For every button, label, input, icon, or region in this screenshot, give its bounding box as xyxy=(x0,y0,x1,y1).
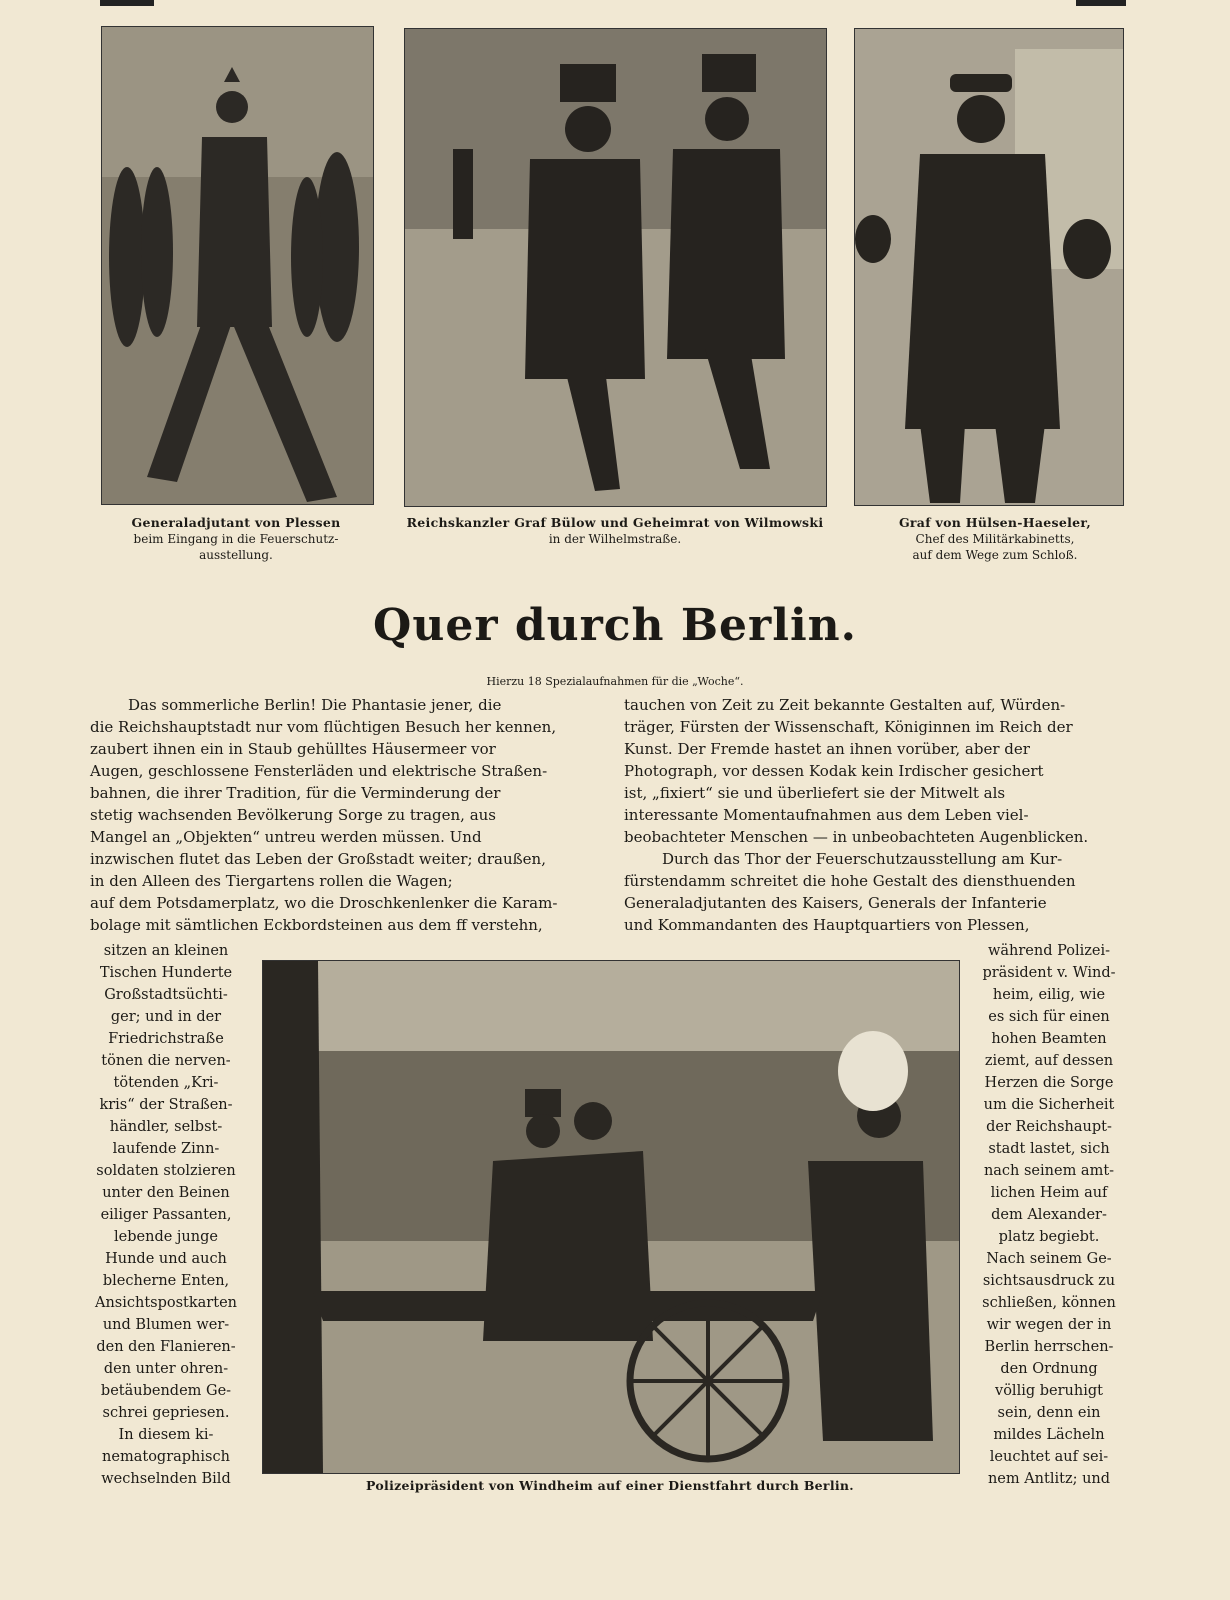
text-line: Mangel an „Objekten“ untreu werden müssen. Und xyxy=(90,828,482,846)
caption-plessen-line: beim Eingang in die Feuerschutz- xyxy=(133,532,339,546)
text-line: ziemt, auf dessen xyxy=(984,1053,1114,1069)
text-line: eiliger Passanten, xyxy=(100,1207,232,1223)
text-line: auf dem Potsdamerplatz, wo die Droschkenlenker die Karam- xyxy=(90,894,558,912)
caption-huelsen-line: Chef des Militärkabinetts, xyxy=(915,532,1075,546)
text-line: es sich für einen xyxy=(988,1009,1110,1025)
text-line: Berlin herrschen- xyxy=(984,1339,1114,1355)
text-line: laufende Zinn- xyxy=(112,1141,220,1157)
text-line: Friedrichstraße xyxy=(108,1031,224,1047)
text-line: leuchtet auf sei- xyxy=(989,1449,1109,1465)
text-line: Nach seinem Ge- xyxy=(986,1251,1112,1267)
text-line: präsident v. Wind- xyxy=(982,965,1116,981)
text-line: soldaten stolzieren xyxy=(96,1163,236,1179)
caption-huelsen-line: auf dem Wege zum Schloß. xyxy=(912,548,1078,562)
photo-huelsen xyxy=(854,28,1124,506)
text-line: während Polizei- xyxy=(987,943,1111,959)
text-line: bolage mit sämtlichen Eckbordsteinen aus dem ff verstehn, xyxy=(90,916,543,934)
text-line: interessante Momentaufnahmen aus dem Leben viel- xyxy=(624,806,1029,824)
text-line: nematographisch xyxy=(102,1449,230,1465)
top-rule-right xyxy=(1076,0,1126,6)
text-line: die Reichshauptstadt nur vom flüchtigen Besuch her kennen, xyxy=(90,718,557,736)
text-line: mildes Lächeln xyxy=(993,1427,1105,1443)
text-line: bahnen, die ihrer Tradition, für die Verminderung der xyxy=(90,784,501,802)
text-line: nach seinem amt- xyxy=(983,1163,1115,1179)
text-line: ist, „fixiert“ sie und überliefert sie der Mitwelt als xyxy=(624,784,1006,802)
caption-plessen-title: Generaladjutant von Plessen xyxy=(131,515,341,530)
text-line: sein, denn ein xyxy=(997,1405,1101,1421)
text-line: völlig beruhigt xyxy=(995,1383,1103,1399)
text-line: träger, Fürsten der Wissenschaft, Königinnen im Reich der xyxy=(624,718,1073,736)
text-line: Generaladjutanten des Kaisers, Generals der Infanterie xyxy=(624,894,1047,912)
text-line: und Kommandanten des Hauptquartiers von Plessen, xyxy=(624,916,1030,934)
caption-huelsen-title: Graf von Hülsen-Haeseler, xyxy=(898,515,1092,530)
text-line: um die Sicherheit xyxy=(983,1097,1115,1113)
text-line: tötenden „Kri- xyxy=(113,1075,219,1091)
text-line: lichen Heim auf xyxy=(990,1185,1108,1201)
article-headline: Quer durch Berlin. xyxy=(373,600,857,651)
text-line: schrei gepriesen. xyxy=(102,1405,230,1421)
top-rule-left xyxy=(100,0,154,6)
text-line: den Ordnung xyxy=(1000,1361,1098,1377)
text-line: betäubendem Ge- xyxy=(100,1383,232,1399)
photo-windheim xyxy=(262,960,960,1474)
caption-buelow-line: in der Wilhelmstraße. xyxy=(548,532,682,546)
text-line: Augen, geschlossene Fensterläden und elektrische Straßen- xyxy=(90,762,548,780)
text-line: dem Alexander- xyxy=(991,1207,1107,1223)
photo-buelow xyxy=(404,28,827,507)
text-line: zaubert ihnen ein in Staub gehülltes Häusermeer vor xyxy=(90,740,496,758)
text-line: beobachteter Menschen — in unbeobachteten Augenblicken. xyxy=(624,828,1089,846)
text-line: den unter ohren- xyxy=(103,1361,229,1377)
caption-buelow-title: Reichskanzler Graf Bülow und Geheimrat von Wilmowski xyxy=(406,515,824,530)
text-line: Das sommerliche Berlin! Die Phantasie jener, die xyxy=(128,696,502,714)
text-line: Hunde und auch xyxy=(105,1251,227,1267)
text-line: inzwischen flutet das Leben der Großstadt weiter; draußen, xyxy=(90,850,546,868)
text-line: nem Antlitz; und xyxy=(987,1471,1111,1487)
text-line: wechselnden Bild xyxy=(101,1471,231,1487)
text-column-right xyxy=(624,694,1126,936)
text-line: tauchen von Zeit zu Zeit bekannte Gestalten auf, Würden- xyxy=(624,696,1066,714)
caption-buelow xyxy=(395,515,835,547)
text-line: platz begiebt. xyxy=(998,1229,1100,1245)
text-line: ger; und in der xyxy=(110,1009,222,1025)
text-line: Herzen die Sorge xyxy=(984,1075,1114,1091)
text-line: und Blumen wer- xyxy=(102,1317,230,1333)
text-line: Großstadtsüchti- xyxy=(104,987,228,1003)
text-line: unter den Beinen xyxy=(102,1185,230,1201)
text-line: der Reichshaupt- xyxy=(986,1119,1112,1135)
text-line: Kunst. Der Fremde hastet an ihnen vorüber, aber der xyxy=(624,740,1030,758)
text-line: fürstendamm schreitet die hohe Gestalt des diensthuenden xyxy=(624,872,1076,890)
photo-plessen xyxy=(101,26,374,505)
text-line: schließen, können xyxy=(982,1295,1116,1311)
text-line: Tischen Hunderte xyxy=(99,965,233,981)
text-line: stadt lastet, sich xyxy=(988,1141,1110,1157)
text-line: händler, selbst- xyxy=(109,1119,223,1135)
caption-huelsen xyxy=(850,515,1140,563)
text-line: hohen Beamten xyxy=(991,1031,1107,1047)
caption-plessen xyxy=(100,515,372,563)
caption-plessen-line: ausstellung. xyxy=(199,548,273,562)
text-line: sitzen an kleinen xyxy=(103,943,229,959)
text-line: heim, eilig, wie xyxy=(992,987,1106,1003)
text-line: den den Flanieren- xyxy=(96,1339,236,1355)
text-line: wir wegen der in xyxy=(986,1317,1112,1333)
text-line: blecherne Enten, xyxy=(102,1273,230,1289)
text-line: In diesem ki- xyxy=(118,1427,214,1443)
text-line: Ansichtspostkarten xyxy=(94,1295,237,1311)
text-line: lebende junge xyxy=(114,1229,218,1245)
caption-windheim xyxy=(262,1478,958,1494)
article-subline: Hierzu 18 Spezialaufnahmen für die „Woche“. xyxy=(486,675,744,688)
text-column-left xyxy=(90,694,596,936)
text-column-narrow-right xyxy=(970,940,1128,1490)
text-line: stetig wachsenden Bevölkerung Sorge zu tragen, aus xyxy=(90,806,496,824)
text-line: kris“ der Straßen- xyxy=(99,1097,233,1113)
caption-windheim-title: Polizeipräsident von Windheim auf einer Dienstfahrt durch Berlin. xyxy=(366,1478,854,1493)
text-line: Photograph, vor dessen Kodak kein Irdischer gesichert xyxy=(624,762,1044,780)
text-line: in den Alleen des Tiergartens rollen die Wagen; xyxy=(90,872,453,890)
text-column-narrow-left xyxy=(88,940,244,1490)
text-line: tönen die nerven- xyxy=(101,1053,231,1069)
text-line: Durch das Thor der Feuerschutzausstellung am Kur- xyxy=(662,850,1063,868)
text-line: sichtsausdruck zu xyxy=(982,1273,1116,1289)
